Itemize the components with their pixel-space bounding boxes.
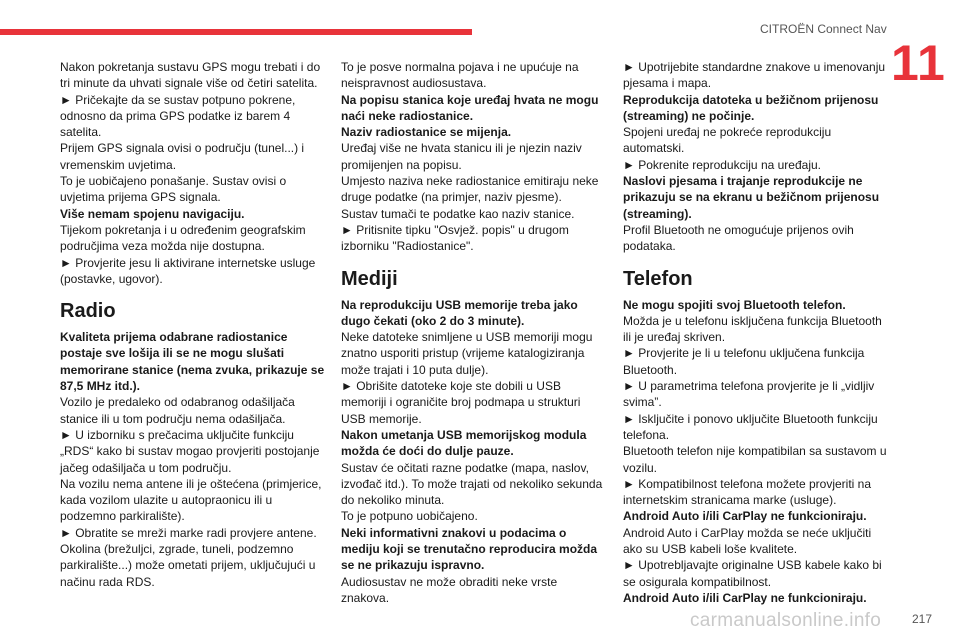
paragraph: Vozilo je predaleko od odabranog odašiljača stanice ili u tom području nema odašiljača. <box>60 395 295 426</box>
paragraph: Umjesto naziva neke radiostanice emitiraju neke druge podatke (na primjer, naziv pjesme). <box>341 174 599 205</box>
question-heading: Naslovi pjesama i trajanje reprodukcije ne prikazuju se na ekranu u bežičnom prijenosu (streaming). <box>623 174 880 221</box>
paragraph: Okolina (brežuljci, zgrade, tuneli, podzemno parkiralište...) može ometati prijem, uključujući u načinu rada RDS. <box>60 542 316 589</box>
paragraph: ► Provjerite je li u telefonu uključena funkcija Bluetooth. <box>623 346 865 377</box>
paragraph: Sustav tumači te podatke kao naziv stanice. <box>341 206 575 221</box>
paragraph: To je posve normalna pojava i ne upućuje na neispravnost audiosustava. <box>341 60 579 91</box>
question-heading: Neki informativni znakovi u podacima o mediju koji se trenutačno reproducira možda se ne prikazuju ispravno. <box>341 525 598 573</box>
header-accent-bar <box>0 29 472 35</box>
question-heading: Ne mogu spojiti svoj Bluetooth telefon. <box>623 297 846 312</box>
paragraph: ► Isključite i ponovo uključite Bluetooth funkciju telefona. <box>623 411 878 442</box>
section-heading: Mediji <box>341 267 398 290</box>
paragraph: Android Auto i CarPlay možda se neće uključiti ako su USB kabeli loše kvalitete. <box>623 525 872 557</box>
paragraph: ► U parametrima telefona provjerite je li „vidljiv svima”. <box>623 379 875 410</box>
paragraph: ► Kompatibilnost telefona možete provjeriti na internetskim stranicama marke (usluge). <box>623 476 872 508</box>
paragraph: ► Pričekajte da se sustav potpuno pokrene, odnosno da prima GPS podatke iz barem 4 satelita. <box>60 92 296 140</box>
section-heading: Radio <box>60 300 116 323</box>
paragraph: ► Pritisnite tipku "Osvjež. popis" u drugom izborniku "Radiostanice". <box>341 222 569 254</box>
paragraph: Tijekom pokretanja i u određenim geografskim područjima veza možda nije dostupna. <box>60 222 306 254</box>
paragraph: To je uobičajeno ponašanje. Sustav ovisi o uvjetima prijema GPS signala. <box>60 174 287 205</box>
paragraph: Neke datoteke snimljene u USB memoriji mogu znatno usporiti pristup (vrijeme katalogiziranja može trajati i 10 puta dulje). <box>341 330 593 377</box>
paragraph: ► Pokrenite reprodukciju na uređaju. <box>623 157 821 172</box>
paragraph: ► Obrišite datoteke koje ste dobili u USB memoriji i ograničite broj podmapa u strukturi USB memorije. <box>341 379 581 426</box>
paragraph: Profil Bluetooth ne omogućuje prijenos ovih podataka. <box>623 222 854 254</box>
paragraph: Sustav će očitati razne podatke (mapa, naslov, izvođač itd.). To može trajati od nekoliko sekunda do nekoliko minuta. <box>341 460 603 508</box>
question-heading: Na reprodukciju USB memorije treba jako dugo čekati (oko 2 do 3 minute). <box>341 297 578 328</box>
watermark: carmanualsonline.info <box>690 610 882 631</box>
question-heading: Android Auto i/ili CarPlay ne funkcioniraju. <box>623 590 867 605</box>
paragraph: Uređaj više ne hvata stanicu ili je njezin naziv promijenjen na popisu. <box>341 141 582 172</box>
question-heading: Reprodukcija datoteka u bežičnom prijenosu (streaming) ne počinje. <box>623 92 879 123</box>
page-number: 217 <box>912 612 933 626</box>
paragraph: Na vozilu nema antene ili je oštećena (primjerice, kada vozilom ulazite u autopraonicu ili u podzemno parkiralište). <box>60 476 322 524</box>
paragraph: ► U izborniku s prečacima uključite funkciju „RDS“ kako bi sustav mogao provjeriti postojanje jačeg odašiljača u tom području. <box>60 427 320 475</box>
question-heading: Android Auto i/ili CarPlay ne funkcioniraju. <box>623 509 867 524</box>
column-3 <box>623 59 889 606</box>
paragraph: ► Obratite se mreži marke radi provjere antene. <box>60 525 317 540</box>
question-heading: Naziv radiostanice se mijenja. <box>341 125 512 140</box>
chapter-number: 11 <box>891 35 946 91</box>
paragraph: ► Upotrijebite standardne znakove u imenovanju pjesama i mapa. <box>623 60 886 91</box>
paragraph: Možda je u telefonu isključena funkcija Bluetooth ili je uređaj skriven. <box>623 313 882 345</box>
column-2 <box>341 59 607 606</box>
paragraph: ► Provjerite jesu li aktivirane internetske usluge (postavke, ugovor). <box>60 255 316 286</box>
running-head: CITROËN Connect Nav <box>760 22 887 36</box>
paragraph: Nakon pokretanja sustavu GPS mogu trebati i do tri minute da uhvati signale više od četiri satelita. <box>60 60 321 91</box>
section-heading: Telefon <box>623 267 693 290</box>
column-1 <box>60 59 326 590</box>
paragraph: Spojeni uređaj ne pokreće reprodukciju automatski. <box>623 125 832 156</box>
paragraph: Prijem GPS signala ovisi o području (tunel...) i vremenskim uvjetima. <box>60 141 305 172</box>
paragraph: Audiosustav ne može obraditi neke vrste znakova. <box>341 574 558 605</box>
question-heading: Kvaliteta prijema odabrane radiostanice postaje sve lošija ili se ne mogu slušati memorirane stanice (nema zvuka, prikazuje se 87,5 MHz itd.). <box>60 330 325 394</box>
question-heading: Više nemam spojenu navigaciju. <box>60 206 245 221</box>
question-heading: Na popisu stanica koje uređaj hvata ne mogu naći neke radiostanice. <box>341 92 599 123</box>
paragraph: To je potpuno uobičajeno. <box>341 509 478 524</box>
paragraph: Bluetooth telefon nije kompatibilan sa sustavom u vozilu. <box>623 444 887 475</box>
paragraph: ► Upotrebljavajte originalne USB kabele kako bi se osigurala kompatibilnost. <box>623 558 882 589</box>
question-heading: Nakon umetanja USB memorijskog modula možda će doći do dulje pauze. <box>341 427 587 459</box>
